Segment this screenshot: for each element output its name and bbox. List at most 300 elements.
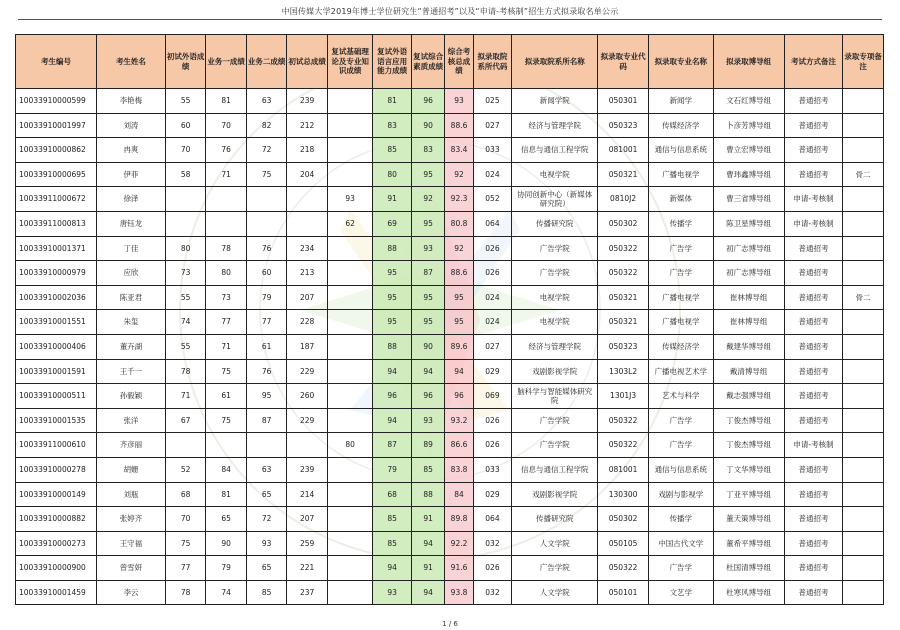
special-program-note-cell — [843, 261, 884, 286]
prelim-total-score-cell: 229 — [287, 359, 328, 384]
candidate-id-cell: 10033910001371 — [16, 236, 97, 261]
candidate-id-cell: 10033910000273 — [16, 531, 97, 556]
candidate-id-cell: 10033910000278 — [16, 457, 97, 482]
exam-method-note-cell: 普通招考 — [784, 580, 843, 605]
candidate-id-cell: 10033910000149 — [16, 482, 97, 507]
prelim-foreign-language-score-cell: 55 — [165, 285, 206, 310]
candidate-name-cell: 徐泽 — [97, 187, 166, 212]
retest-theory-score-cell — [327, 285, 373, 310]
prelim-foreign-language-score-cell: 75 — [165, 531, 206, 556]
prelim-foreign-language-score-cell — [165, 433, 206, 458]
table-row — [16, 457, 884, 482]
col-header: 录取专项备注 — [843, 35, 884, 89]
major-name-cell: 新媒体 — [648, 187, 713, 212]
prelim-total-score-cell: 187 — [287, 334, 328, 359]
prelim-foreign-language-score-cell: 78 — [165, 359, 206, 384]
major-name-cell: 文艺学 — [648, 580, 713, 605]
retest-overall-score-cell: 90 — [411, 113, 444, 138]
retest-language-score-cell: 88 — [373, 334, 411, 359]
col-header: 拟录取院系所代码 — [473, 35, 511, 89]
retest-theory-score-cell: 93 — [327, 187, 373, 212]
retest-theory-score-cell — [327, 457, 373, 482]
prelim-foreign-language-score-cell: 67 — [165, 408, 206, 433]
exam-method-note-cell: 普通招考 — [784, 261, 843, 286]
department-code-cell: 025 — [473, 89, 511, 114]
department-code-cell: 033 — [473, 138, 511, 163]
prelim-total-score-cell — [287, 433, 328, 458]
candidate-name-cell: 张洋 — [97, 408, 166, 433]
supervisor-group-cell: 董希平博导组 — [713, 531, 784, 556]
prelim-total-score-cell: 239 — [287, 89, 328, 114]
major-name-cell: 中国古代文学 — [648, 531, 713, 556]
supervisor-group-cell: 陈卫星博导组 — [713, 211, 784, 236]
final-total-score-cell: 92 — [445, 162, 473, 187]
retest-language-score-cell: 85 — [373, 531, 411, 556]
supervisor-group-cell: 初广志博导组 — [713, 261, 784, 286]
retest-theory-score-cell — [327, 89, 373, 114]
retest-language-score-cell: 69 — [373, 211, 411, 236]
retest-language-score-cell: 83 — [373, 113, 411, 138]
table-row — [16, 138, 884, 163]
table-row — [16, 187, 884, 212]
retest-overall-score-cell: 93 — [411, 236, 444, 261]
exam-method-note-cell: 普通招考 — [784, 285, 843, 310]
subject-two-score-cell: 95 — [246, 384, 287, 409]
final-total-score-cell: 92.2 — [445, 531, 473, 556]
candidate-name-cell: 齐彦丽 — [97, 433, 166, 458]
candidate-id-cell: 10033910000900 — [16, 556, 97, 581]
col-header: 考生编号 — [16, 35, 97, 89]
final-total-score-cell: 91.6 — [445, 556, 473, 581]
retest-overall-score-cell: 87 — [411, 261, 444, 286]
department-name-cell: 人文学院 — [512, 531, 598, 556]
supervisor-group-cell: 董天策博导组 — [713, 507, 784, 532]
department-name-cell: 广告学院 — [512, 261, 598, 286]
department-name-cell: 戏剧影视学院 — [512, 359, 598, 384]
retest-language-score-cell: 94 — [373, 556, 411, 581]
major-name-cell: 戏剧与影视学 — [648, 482, 713, 507]
supervisor-group-cell: 戴志强博导组 — [713, 384, 784, 409]
prelim-total-score-cell: 221 — [287, 556, 328, 581]
retest-theory-score-cell — [327, 556, 373, 581]
retest-language-score-cell: 87 — [373, 433, 411, 458]
candidate-id-cell: 10033910000406 — [16, 334, 97, 359]
major-name-cell: 广播电视学 — [648, 162, 713, 187]
page-indicator: 1 / 6 — [442, 620, 458, 628]
retest-overall-score-cell: 96 — [411, 384, 444, 409]
col-header: 业务一成绩 — [206, 35, 247, 89]
department-name-cell: 广告学院 — [512, 556, 598, 581]
department-code-cell: 052 — [473, 187, 511, 212]
subject-two-score-cell — [246, 187, 287, 212]
candidate-id-cell: 10033910001551 — [16, 310, 97, 335]
department-code-cell: 029 — [473, 359, 511, 384]
retest-overall-score-cell: 92 — [411, 187, 444, 212]
final-total-score-cell: 93.8 — [445, 580, 473, 605]
col-header: 拟录取院系所名称 — [512, 35, 598, 89]
subject-one-score-cell: 73 — [206, 285, 247, 310]
special-program-note-cell — [843, 457, 884, 482]
retest-language-score-cell: 95 — [373, 285, 411, 310]
table-row — [16, 211, 884, 236]
subject-one-score-cell: 75 — [206, 359, 247, 384]
col-header: 拟录取专业名称 — [648, 35, 713, 89]
subject-two-score-cell: 76 — [246, 359, 287, 384]
subject-one-score-cell — [206, 211, 247, 236]
table-header-row — [16, 35, 884, 89]
special-program-note-cell — [843, 433, 884, 458]
candidate-id-cell: 10033911000610 — [16, 433, 97, 458]
major-code-cell: 050321 — [598, 285, 649, 310]
subject-one-score-cell: 71 — [206, 334, 247, 359]
final-total-score-cell: 80.8 — [445, 211, 473, 236]
exam-method-note-cell: 普通招考 — [784, 334, 843, 359]
major-name-cell: 传媒经济学 — [648, 113, 713, 138]
special-program-note-cell — [843, 482, 884, 507]
retest-language-score-cell: 96 — [373, 384, 411, 409]
table-row — [16, 482, 884, 507]
major-code-cell: 050321 — [598, 162, 649, 187]
exam-method-note-cell: 普通招考 — [784, 531, 843, 556]
retest-language-score-cell: 85 — [373, 138, 411, 163]
special-program-note-cell — [843, 531, 884, 556]
department-code-cell: 027 — [473, 113, 511, 138]
retest-overall-score-cell: 94 — [411, 580, 444, 605]
major-name-cell: 通信与信息系统 — [648, 138, 713, 163]
candidate-name-cell: 曾雪妍 — [97, 556, 166, 581]
retest-theory-score-cell — [327, 359, 373, 384]
col-header: 综合考核总成绩 — [445, 35, 473, 89]
final-total-score-cell: 83.4 — [445, 138, 473, 163]
department-code-cell: 026 — [473, 408, 511, 433]
retest-overall-score-cell: 95 — [411, 162, 444, 187]
prelim-total-score-cell: 207 — [287, 507, 328, 532]
candidate-name-cell: 朱玺 — [97, 310, 166, 335]
prelim-total-score-cell — [287, 187, 328, 212]
final-total-score-cell: 93.2 — [445, 408, 473, 433]
candidate-name-cell: 王千一 — [97, 359, 166, 384]
prelim-total-score-cell — [287, 211, 328, 236]
major-name-cell: 艺术与科学 — [648, 384, 713, 409]
subject-two-score-cell: 60 — [246, 261, 287, 286]
table-row — [16, 162, 884, 187]
subject-one-score-cell: 80 — [206, 261, 247, 286]
retest-theory-score-cell — [327, 138, 373, 163]
retest-theory-score-cell: 80 — [327, 433, 373, 458]
major-name-cell: 广告学 — [648, 261, 713, 286]
subject-two-score-cell: 87 — [246, 408, 287, 433]
prelim-foreign-language-score-cell: 55 — [165, 334, 206, 359]
retest-overall-score-cell: 91 — [411, 556, 444, 581]
major-code-cell: 050322 — [598, 261, 649, 286]
prelim-foreign-language-score-cell — [165, 211, 206, 236]
department-name-cell: 戏剧影视学院 — [512, 482, 598, 507]
candidate-id-cell: 10033910000979 — [16, 261, 97, 286]
prelim-total-score-cell: 260 — [287, 384, 328, 409]
department-name-cell: 脑科学与智能媒体研究院 — [512, 384, 598, 409]
candidate-name-cell: 李艳梅 — [97, 89, 166, 114]
subject-two-score-cell: 65 — [246, 482, 287, 507]
prelim-total-score-cell: 207 — [287, 285, 328, 310]
special-program-note-cell — [843, 408, 884, 433]
retest-overall-score-cell: 88 — [411, 482, 444, 507]
final-total-score-cell: 95 — [445, 310, 473, 335]
department-code-cell: 026 — [473, 433, 511, 458]
department-code-cell: 026 — [473, 261, 511, 286]
candidate-id-cell: 10033910000695 — [16, 162, 97, 187]
final-total-score-cell: 89.6 — [445, 334, 473, 359]
candidate-id-cell: 10033910000862 — [16, 138, 97, 163]
major-name-cell: 广告学 — [648, 408, 713, 433]
subject-two-score-cell: 93 — [246, 531, 287, 556]
subject-two-score-cell — [246, 433, 287, 458]
prelim-foreign-language-score-cell: 68 — [165, 482, 206, 507]
subject-two-score-cell: 82 — [246, 113, 287, 138]
exam-method-note-cell: 申请-考核制 — [784, 433, 843, 458]
subject-two-score-cell: 72 — [246, 507, 287, 532]
subject-one-score-cell: 71 — [206, 162, 247, 187]
subject-one-score-cell: 61 — [206, 384, 247, 409]
exam-method-note-cell: 普通招考 — [784, 162, 843, 187]
prelim-total-score-cell: 204 — [287, 162, 328, 187]
special-program-note-cell — [843, 236, 884, 261]
retest-theory-score-cell — [327, 236, 373, 261]
prelim-total-score-cell: 228 — [287, 310, 328, 335]
subject-two-score-cell: 63 — [246, 89, 287, 114]
retest-language-score-cell: 80 — [373, 162, 411, 187]
exam-method-note-cell: 普通招考 — [784, 236, 843, 261]
department-code-cell: 069 — [473, 384, 511, 409]
table-row — [16, 89, 884, 114]
major-code-cell: 050301 — [598, 89, 649, 114]
major-code-cell: 050322 — [598, 433, 649, 458]
exam-method-note-cell: 普通招考 — [784, 556, 843, 581]
major-code-cell: 1303L2 — [598, 359, 649, 384]
prelim-total-score-cell: 212 — [287, 113, 328, 138]
prelim-foreign-language-score-cell — [165, 187, 206, 212]
department-name-cell: 广告学院 — [512, 408, 598, 433]
subject-two-score-cell: 77 — [246, 310, 287, 335]
retest-theory-score-cell — [327, 531, 373, 556]
department-code-cell: 033 — [473, 457, 511, 482]
prelim-total-score-cell: 259 — [287, 531, 328, 556]
table-row — [16, 531, 884, 556]
candidate-name-cell: 伊菲 — [97, 162, 166, 187]
department-name-cell: 新闻学院 — [512, 89, 598, 114]
retest-overall-score-cell: 96 — [411, 89, 444, 114]
candidate-name-cell: 孙毅颖 — [97, 384, 166, 409]
major-name-cell: 广告学 — [648, 556, 713, 581]
major-code-cell: 081001 — [598, 457, 649, 482]
prelim-foreign-language-score-cell: 77 — [165, 556, 206, 581]
department-code-cell: 032 — [473, 531, 511, 556]
candidate-id-cell: 10033910001591 — [16, 359, 97, 384]
supervisor-group-cell: 曹立宏博导组 — [713, 138, 784, 163]
supervisor-group-cell: 崔林博导组 — [713, 285, 784, 310]
col-header: 考生姓名 — [97, 35, 166, 89]
major-code-cell: 050101 — [598, 580, 649, 605]
final-total-score-cell: 92 — [445, 236, 473, 261]
special-program-note-cell — [843, 384, 884, 409]
subject-two-score-cell: 79 — [246, 285, 287, 310]
subject-one-score-cell: 81 — [206, 482, 247, 507]
final-total-score-cell: 94 — [445, 359, 473, 384]
subject-one-score-cell: 79 — [206, 556, 247, 581]
final-total-score-cell: 88.6 — [445, 113, 473, 138]
subject-two-score-cell: 76 — [246, 236, 287, 261]
final-total-score-cell: 93 — [445, 89, 473, 114]
retest-theory-score-cell — [327, 310, 373, 335]
subject-one-score-cell: 90 — [206, 531, 247, 556]
exam-method-note-cell: 普通招考 — [784, 384, 843, 409]
special-program-note-cell — [843, 211, 884, 236]
department-name-cell: 人文学院 — [512, 580, 598, 605]
table-row — [16, 334, 884, 359]
department-name-cell: 传播研究院 — [512, 211, 598, 236]
candidate-id-cell: 10033911000813 — [16, 211, 97, 236]
prelim-total-score-cell: 239 — [287, 457, 328, 482]
supervisor-group-cell: 戴建华博导组 — [713, 334, 784, 359]
special-program-note-cell — [843, 359, 884, 384]
prelim-total-score-cell: 214 — [287, 482, 328, 507]
retest-language-score-cell: 79 — [373, 457, 411, 482]
table-row — [16, 433, 884, 458]
retest-theory-score-cell — [327, 162, 373, 187]
retest-language-score-cell: 94 — [373, 359, 411, 384]
exam-method-note-cell: 普通招考 — [784, 113, 843, 138]
supervisor-group-cell: 文石红博导组 — [713, 89, 784, 114]
candidate-name-cell: 王守福 — [97, 531, 166, 556]
department-name-cell: 协同创新中心（新媒体研究院） — [512, 187, 598, 212]
prelim-foreign-language-score-cell: 60 — [165, 113, 206, 138]
exam-method-note-cell: 普通招考 — [784, 310, 843, 335]
table-row — [16, 310, 884, 335]
final-total-score-cell: 96 — [445, 384, 473, 409]
candidate-id-cell: 10033910001459 — [16, 580, 97, 605]
exam-method-note-cell: 普通招考 — [784, 138, 843, 163]
major-name-cell: 传媒经济学 — [648, 334, 713, 359]
col-header: 复试基础理论及专业知识成绩 — [327, 35, 373, 89]
department-name-cell: 电视学院 — [512, 162, 598, 187]
supervisor-group-cell: 戴清博导组 — [713, 359, 784, 384]
special-program-note-cell: 骨二 — [843, 162, 884, 187]
special-program-note-cell — [843, 556, 884, 581]
subject-two-score-cell — [246, 211, 287, 236]
major-code-cell: 0810J2 — [598, 187, 649, 212]
candidate-id-cell: 10033910001997 — [16, 113, 97, 138]
subject-two-score-cell: 85 — [246, 580, 287, 605]
major-code-cell: 050323 — [598, 113, 649, 138]
department-code-cell: 032 — [473, 580, 511, 605]
special-program-note-cell — [843, 187, 884, 212]
prelim-total-score-cell: 234 — [287, 236, 328, 261]
prelim-foreign-language-score-cell: 70 — [165, 138, 206, 163]
department-name-cell: 广告学院 — [512, 236, 598, 261]
retest-overall-score-cell: 95 — [411, 310, 444, 335]
retest-theory-score-cell — [327, 580, 373, 605]
subject-one-score-cell: 78 — [206, 236, 247, 261]
retest-language-score-cell: 68 — [373, 482, 411, 507]
prelim-foreign-language-score-cell: 71 — [165, 384, 206, 409]
major-code-cell: 050322 — [598, 236, 649, 261]
title-divider — [18, 19, 882, 20]
major-code-cell: 050302 — [598, 211, 649, 236]
candidate-id-cell: 10033911000672 — [16, 187, 97, 212]
subject-two-score-cell: 61 — [246, 334, 287, 359]
subject-two-score-cell: 75 — [246, 162, 287, 187]
retest-language-score-cell: 95 — [373, 261, 411, 286]
candidate-id-cell: 10033910000511 — [16, 384, 97, 409]
retest-theory-score-cell — [327, 507, 373, 532]
major-code-cell: 050321 — [598, 310, 649, 335]
retest-theory-score-cell — [327, 482, 373, 507]
subject-one-score-cell — [206, 433, 247, 458]
major-code-cell: 081001 — [598, 138, 649, 163]
major-name-cell: 通信与信息系统 — [648, 457, 713, 482]
retest-language-score-cell: 94 — [373, 408, 411, 433]
final-total-score-cell: 88.6 — [445, 261, 473, 286]
retest-theory-score-cell: 62 — [327, 211, 373, 236]
special-program-note-cell — [843, 580, 884, 605]
retest-language-score-cell: 88 — [373, 236, 411, 261]
candidate-name-cell: 冉爽 — [97, 138, 166, 163]
table-row — [16, 556, 884, 581]
prelim-foreign-language-score-cell: 70 — [165, 507, 206, 532]
final-total-score-cell: 86.6 — [445, 433, 473, 458]
table-row — [16, 359, 884, 384]
col-header: 拟录取博导组 — [713, 35, 784, 89]
candidate-name-cell: 应欣 — [97, 261, 166, 286]
subject-one-score-cell: 74 — [206, 580, 247, 605]
supervisor-group-cell: 初广志博导组 — [713, 236, 784, 261]
major-name-cell: 新闻学 — [648, 89, 713, 114]
retest-overall-score-cell: 90 — [411, 334, 444, 359]
major-name-cell: 传播学 — [648, 211, 713, 236]
department-code-cell: 026 — [473, 236, 511, 261]
final-total-score-cell: 89.8 — [445, 507, 473, 532]
candidate-name-cell: 李云 — [97, 580, 166, 605]
final-total-score-cell: 84 — [445, 482, 473, 507]
col-header: 复试外语语言应用能力成绩 — [373, 35, 411, 89]
exam-method-note-cell: 申请-考核制 — [784, 211, 843, 236]
department-name-cell: 电视学院 — [512, 285, 598, 310]
prelim-foreign-language-score-cell: 55 — [165, 89, 206, 114]
special-program-note-cell — [843, 507, 884, 532]
col-header: 拟录取专业代码 — [598, 35, 649, 89]
candidate-name-cell: 刘瓶 — [97, 482, 166, 507]
department-code-cell: 027 — [473, 334, 511, 359]
major-name-cell: 广播电视学 — [648, 310, 713, 335]
major-code-cell: 050302 — [598, 507, 649, 532]
candidate-id-cell: 10033910000599 — [16, 89, 97, 114]
candidate-id-cell: 10033910002036 — [16, 285, 97, 310]
major-code-cell: 050105 — [598, 531, 649, 556]
retest-overall-score-cell: 95 — [411, 285, 444, 310]
candidate-name-cell: 陈亚君 — [97, 285, 166, 310]
retest-overall-score-cell: 85 — [411, 457, 444, 482]
retest-theory-score-cell — [327, 334, 373, 359]
exam-method-note-cell: 普通招考 — [784, 457, 843, 482]
department-name-cell: 信息与通信工程学院 — [512, 457, 598, 482]
special-program-note-cell — [843, 334, 884, 359]
exam-method-note-cell: 申请-考核制 — [784, 187, 843, 212]
prelim-total-score-cell: 229 — [287, 408, 328, 433]
prelim-foreign-language-score-cell: 52 — [165, 457, 206, 482]
major-name-cell: 广播电视艺术学 — [648, 359, 713, 384]
major-name-cell: 广告学 — [648, 433, 713, 458]
supervisor-group-cell: 卜彦芳博导组 — [713, 113, 784, 138]
col-header: 初试总成绩 — [287, 35, 328, 89]
